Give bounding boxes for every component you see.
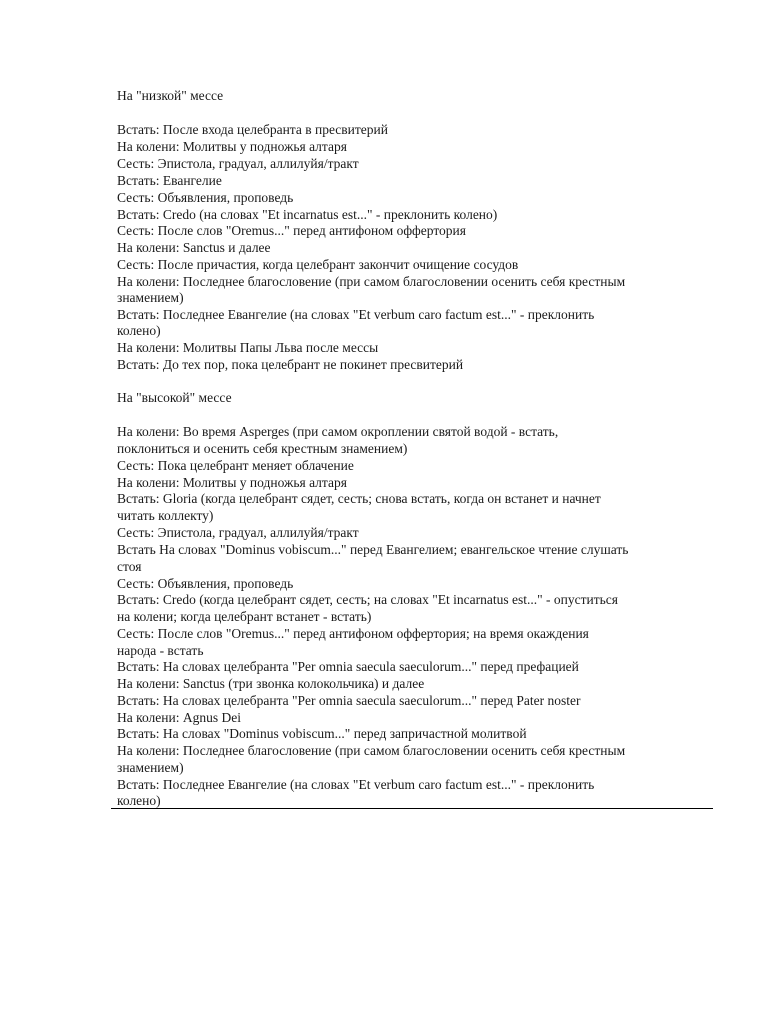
high-mass-line: народа - встать bbox=[117, 643, 204, 658]
low-mass-heading: На "низкой" мессе bbox=[117, 88, 224, 103]
low-mass-line: На колени: Молитвы у подножья алтаря bbox=[117, 139, 347, 154]
low-mass-line: Сесть: После причастия, когда целебрант закончит очищение сосудов bbox=[117, 257, 519, 272]
high-mass-line: На колени: Молитвы у подножья алтаря bbox=[117, 475, 347, 490]
high-mass-line: Встать: Последнее Евангелие (на словах "Et verbum caro factum est..." - преклонить bbox=[117, 777, 595, 792]
low-mass-line: Встать: После входа целебранта в пресвитерий bbox=[117, 122, 388, 137]
low-mass-line: знамением) bbox=[117, 290, 184, 305]
low-mass-line: Встать: Последнее Евангелие (на словах "Et verbum caro factum est..." - преклонить bbox=[117, 307, 595, 322]
high-mass-line: Встать: На словах целебранта "Per omnia saecula saeculorum..." перед префацией bbox=[117, 659, 579, 674]
bottom-rule bbox=[111, 808, 713, 809]
low-mass-line: колено) bbox=[117, 323, 161, 338]
low-mass-line: Сесть: Эпистола, градуал, аллилуйя/тракт bbox=[117, 156, 359, 171]
high-mass-line: Сесть: Объявления, проповедь bbox=[117, 576, 294, 591]
low-mass-line: Встать: Credo (на словах "Et incarnatus est..." - преклонить колено) bbox=[117, 207, 498, 222]
high-mass-line: На колени: Sanctus (три звонка колокольчика) и далее bbox=[117, 676, 425, 691]
low-mass-line: На колени: Последнее благословение (при самом благословении осенить себя крестным bbox=[117, 274, 626, 289]
high-mass-line: На колени: Последнее благословение (при самом благословении осенить себя крестным bbox=[117, 743, 626, 758]
high-mass-line: На колени: Во время Asperges (при самом окроплении святой водой - встать, bbox=[117, 424, 559, 439]
high-mass-line: Встать: На словах "Dominus vobiscum..." перед запричастной молитвой bbox=[117, 726, 527, 741]
high-mass-line: Встать На словах "Dominus vobiscum..." перед Евангелием; евангельское чтение слушать bbox=[117, 542, 629, 557]
high-mass-line: стоя bbox=[117, 559, 142, 574]
low-mass-line: Сесть: Объявления, проповедь bbox=[117, 190, 294, 205]
high-mass-line: поклониться и осенить себя крестным знамением) bbox=[117, 441, 408, 456]
low-mass-line: Встать: Евангелие bbox=[117, 173, 222, 188]
high-mass-line: Сесть: После слов "Oremus..." перед антифоном оффертория; на время окаждения bbox=[117, 626, 589, 641]
high-mass-line: Встать: Credo (когда целебрант сядет, сесть; на словах "Et incarnatus est..." - опуститься bbox=[117, 592, 618, 607]
high-mass-line: Сесть: Эпистола, градуал, аллилуйя/тракт bbox=[117, 525, 359, 540]
high-mass-line: колено) bbox=[117, 793, 161, 808]
high-mass-line: на колени; когда целебрант встанет - встать) bbox=[117, 609, 372, 624]
low-mass-line: На колени: Молитвы Папы Льва после мессы bbox=[117, 340, 379, 355]
high-mass-line: Сесть: Пока целебрант меняет облачение bbox=[117, 458, 354, 473]
high-mass-line: читать коллекту) bbox=[117, 508, 214, 523]
high-mass-line: На колени: Agnus Dei bbox=[117, 710, 241, 725]
high-mass-heading: На "высокой" мессе bbox=[117, 390, 232, 405]
high-mass-line: знамением) bbox=[117, 760, 184, 775]
high-mass-line: Встать: На словах целебранта "Per omnia saecula saeculorum..." перед Pater noster bbox=[117, 693, 581, 708]
low-mass-line: На колени: Sanctus и далее bbox=[117, 240, 271, 255]
low-mass-line: Встать: До тех пор, пока целебрант не покинет пресвитерий bbox=[117, 357, 464, 372]
high-mass-line: Встать: Gloria (когда целебрант сядет, сесть; снова встать, когда он встанет и начнет bbox=[117, 491, 601, 506]
low-mass-line: Сесть: После слов "Oremus..." перед антифоном оффертория bbox=[117, 223, 466, 238]
